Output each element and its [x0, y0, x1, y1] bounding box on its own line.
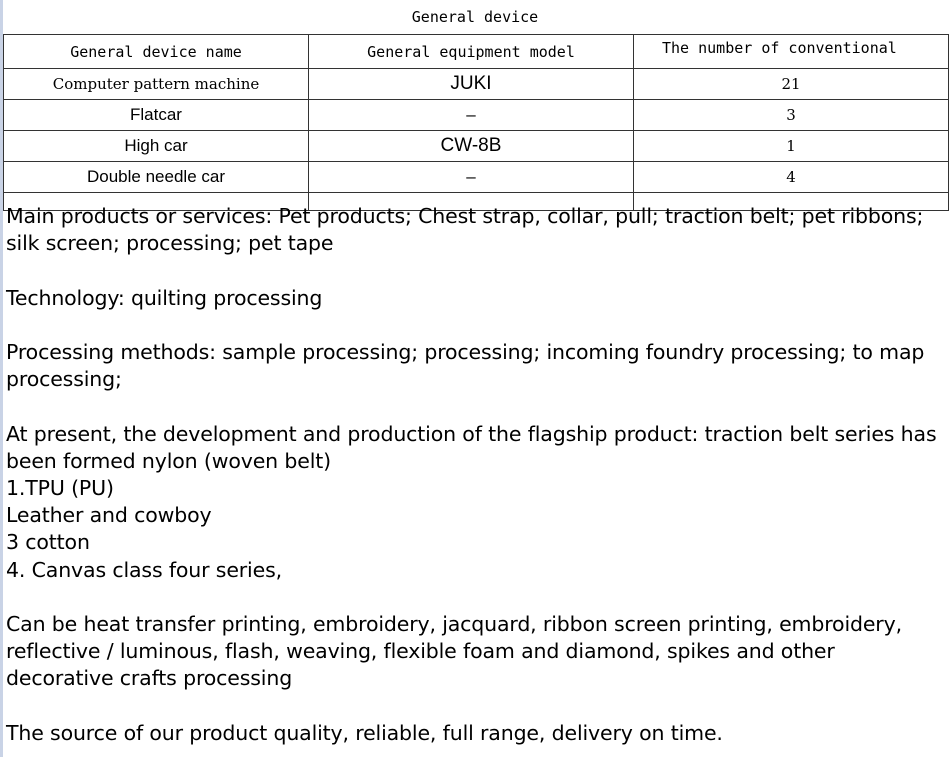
table-row: [4, 131, 949, 162]
flagship-line: At present, the development and production of the flagship product: traction belt series has been formed nylon (woven belt): [6, 421, 937, 473]
cell-device-name: Double needle car: [4, 162, 309, 193]
cell-count: 1: [634, 131, 949, 162]
cell-count: 3: [634, 100, 949, 131]
cell-device-name: Computer pattern machine: [4, 69, 309, 100]
cell-equipment-model: CW-8B: [309, 131, 634, 162]
main-products-paragraph: Main products or services: Pet products; Chest strap, collar, pull; traction belt; pet ribbons; silk screen; processing; pet tape: [6, 204, 924, 256]
flagship-line: 1.TPU (PU): [6, 475, 114, 500]
header-device-name: General device name: [4, 35, 309, 69]
cell-count: 4: [634, 162, 949, 193]
table-header-row: [4, 35, 949, 69]
flagship-line: 4. Canvas class four series,: [6, 557, 282, 582]
crafts-paragraph: Can be heat transfer printing, embroidery, jacquard, ribbon screen printing, embroidery, reflective / luminous, flash, weaving, flexible foam and diamond, spikes and other decorative crafts processing: [6, 611, 902, 691]
table-row: [4, 162, 949, 193]
flagship-line: Leather and cowboy: [6, 503, 212, 528]
cell-count: 21: [634, 69, 949, 100]
table-caption: General device: [411, 8, 539, 26]
header-equipment-model: General equipment model: [309, 35, 634, 69]
cell-device-name: High car: [4, 131, 309, 162]
flagship-product-paragraph: [6, 421, 946, 584]
processing-methods-paragraph: Processing methods: sample processing; processing; incoming foundry processing; to map processing;: [6, 339, 925, 392]
technology-paragraph: Technology: quilting processing: [6, 285, 323, 310]
flagship-line: 3 cotton: [6, 530, 90, 555]
description-text: [6, 203, 946, 747]
quality-paragraph: The source of our product quality, reliable, full range, delivery on time.: [6, 720, 723, 745]
table-row: [4, 100, 949, 131]
cell-equipment-model: –: [309, 162, 634, 193]
equipment-table: [3, 34, 949, 211]
cell-device-name: Flatcar: [4, 100, 309, 131]
cell-equipment-model: –: [309, 100, 634, 131]
header-conventional-count: The number of conventional: [634, 35, 949, 69]
cell-equipment-model: JUKI: [309, 69, 634, 100]
table-row: [4, 69, 949, 100]
